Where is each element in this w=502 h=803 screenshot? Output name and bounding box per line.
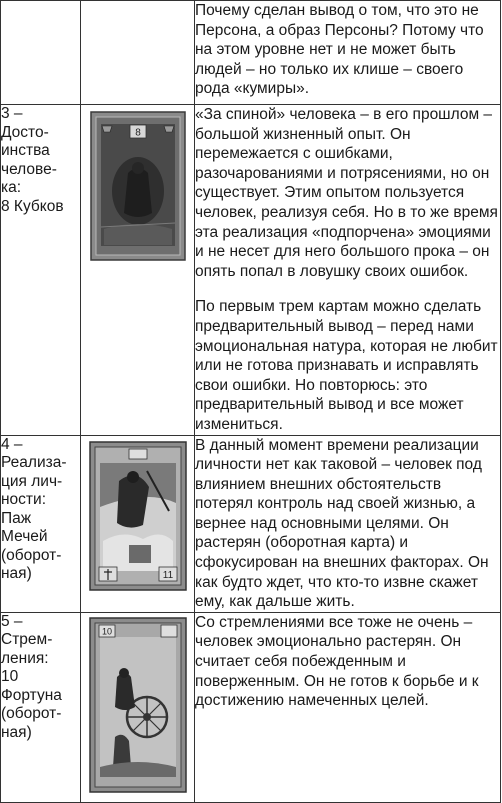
card-number: 8 <box>134 127 141 139</box>
position-label-line: 8 Кубков <box>1 197 64 215</box>
interpretation-paragraph: По первым трем картам можно сделать предварительный вывод – перед нами эмоциональная натура, которая не любит или не готова признавать и исправлять свои ошибки. Но повторюсь: это предварительный вывод и все может измениться. <box>195 298 498 433</box>
position-label-line: 3 – <box>1 105 23 122</box>
interpretation-paragraph: Со стремлениями все тоже не очень – человек эмоционально растерян. Он считает себя побежденным и поверженным. Он не готов к борьбе и к достижению намеченных целей. <box>195 613 479 710</box>
position-label-line: ления: <box>1 649 49 667</box>
position-label-line: 5 – <box>1 612 23 630</box>
table-row <box>1 105 501 436</box>
position-label-line: Стрем- <box>1 631 53 649</box>
table-row <box>1 435 501 612</box>
position-label-line: (оборот- <box>1 705 62 723</box>
interpretation-cell <box>195 612 501 802</box>
card-image-cell <box>81 105 195 436</box>
card-number: 10 <box>101 626 112 637</box>
position-label-line: Мечей <box>1 528 48 545</box>
table-row <box>1 1 501 105</box>
interpretation-cell <box>195 105 501 436</box>
position-label-cell <box>1 612 81 802</box>
position-label-line: инства <box>1 142 50 159</box>
position-label-line: Паж <box>1 509 32 527</box>
position-label-line: челове- <box>1 160 57 178</box>
position-label-line: ная) <box>1 723 32 741</box>
table-row <box>1 612 501 802</box>
position-label-line: 4 – <box>1 435 23 453</box>
position-label-cell <box>1 435 81 612</box>
position-label-line: Досто- <box>1 123 49 141</box>
page-of-swords-card-image <box>89 441 187 591</box>
interpretation-paragraph: В данный момент времени реализации личности нет как таковой – человек под влиянием внешних обстоятельств потерял контроль над своей жизнью, а вернее над основными целями. Он растерян (оборотная карта) и сфокусирован на внешних факторах. Он как будто ждет, что кто-то извне скажет ему, как дальше жить. <box>195 436 489 611</box>
position-label-cell <box>1 1 81 105</box>
position-label-line: ная) <box>1 565 32 582</box>
position-label-line: ности: <box>1 491 46 508</box>
interpretation-cell <box>195 435 501 612</box>
interpretation-paragraph: «За спиной» человека – в его прошлом – большой жизненный опыт. Он перемежается с ошибками, разочарованиями и потрясениями, но он существует. Этим опытом пользуется человек, реализуя себя. Но в то же время эта реализация «подпорчена» эмоциями и не несет для него большого прока – он опять попал в ловушку своих ошибок. <box>195 106 498 280</box>
wheel-of-fortune-card-image <box>89 617 187 793</box>
position-label-line: ка: <box>1 179 22 196</box>
position-label-line: 10 <box>1 668 19 686</box>
card-image-cell <box>81 435 195 612</box>
card-number: 11 <box>162 569 173 581</box>
position-label-line: Фортуна <box>1 686 62 704</box>
interpretation-paragraph: Почему сделан вывод о том, что это не Персона, а образ Персоны? Потому что на этом уровне нет и не может быть людей – но только их клише – своего рода «кумиры». <box>195 2 484 98</box>
card-image-cell <box>81 612 195 802</box>
position-label-line: ция лич- <box>1 472 63 490</box>
eight-of-cups-card-image <box>90 111 186 261</box>
position-label-line: Реализа- <box>1 454 67 471</box>
card-image-cell <box>81 1 195 105</box>
interpretation-cell <box>195 1 501 105</box>
position-label-line: (оборот- <box>1 546 62 564</box>
position-label-cell <box>1 105 81 436</box>
